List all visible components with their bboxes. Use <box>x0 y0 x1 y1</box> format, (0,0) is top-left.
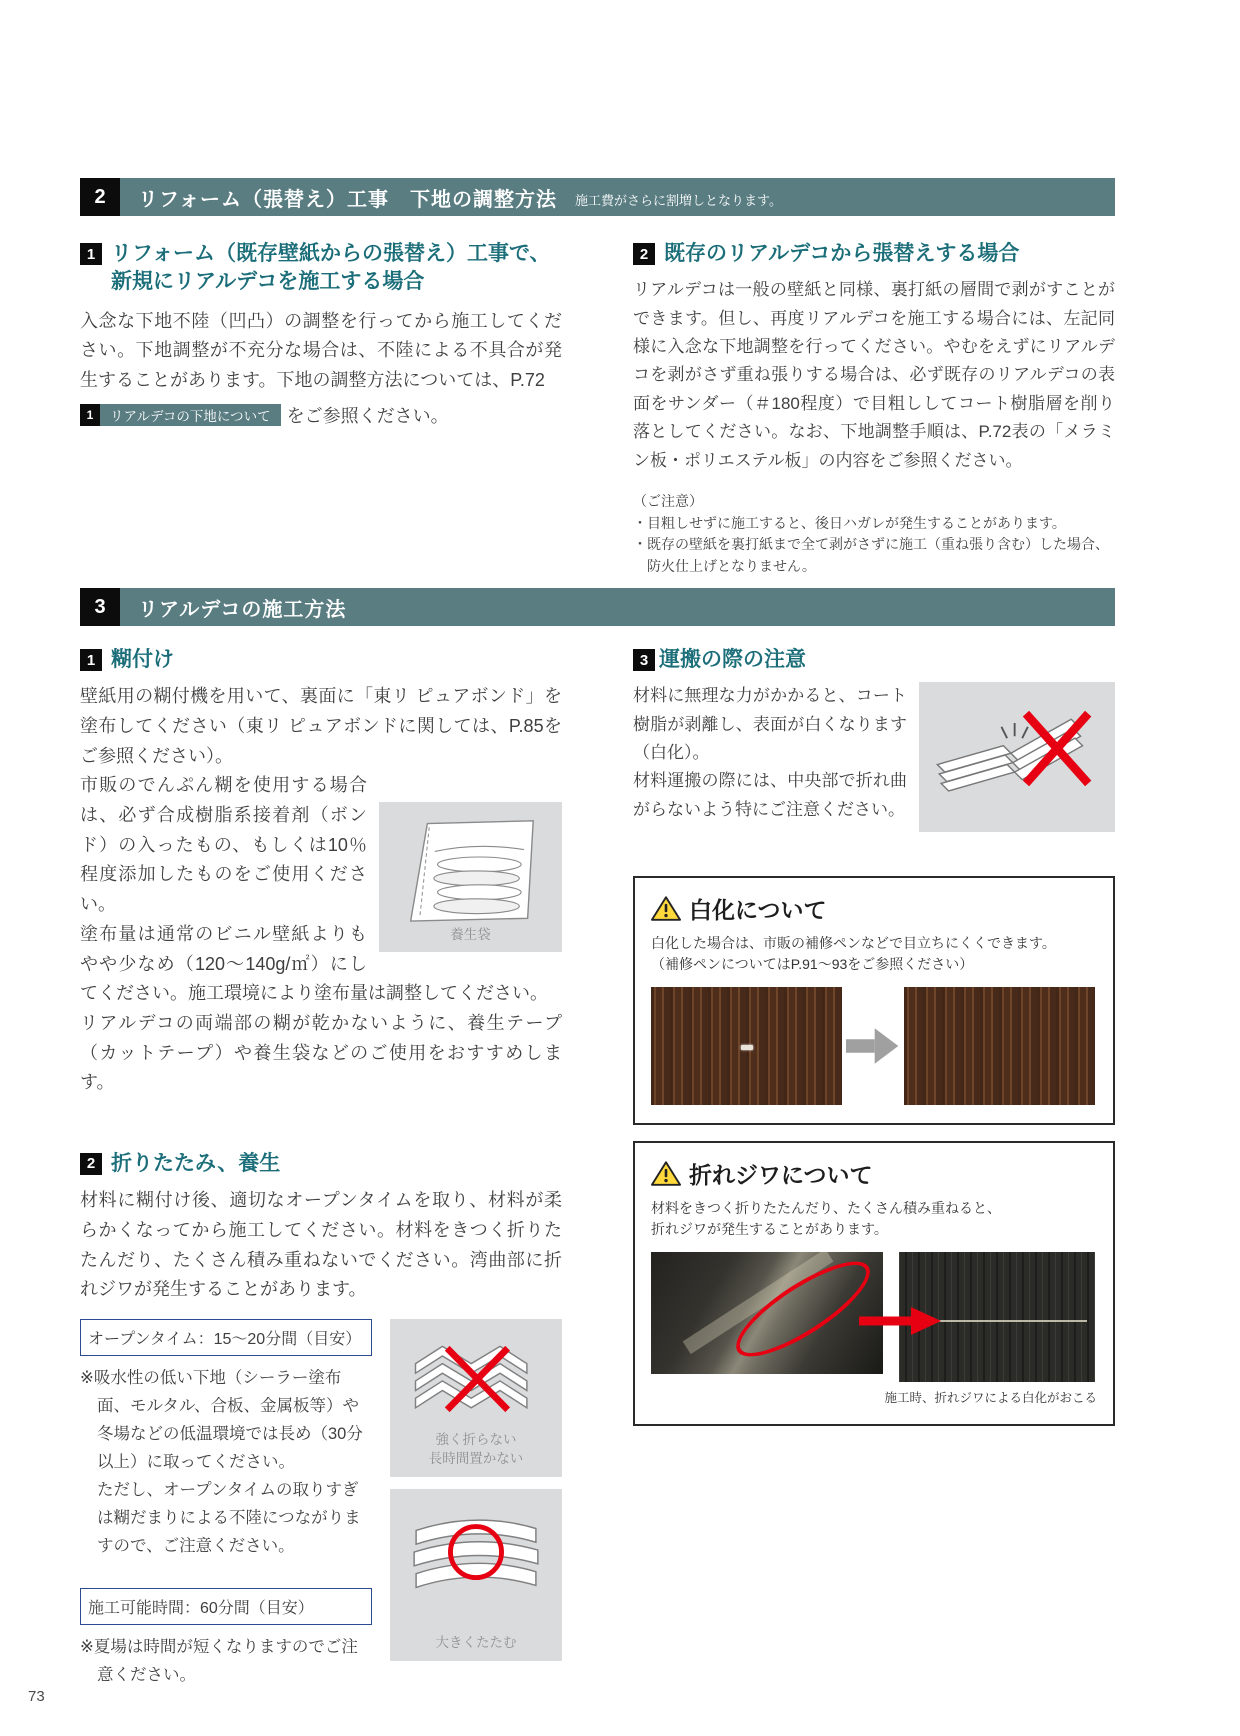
reform-new-title-line1: リフォーム（既存壁紙からの張替え）工事で、 <box>111 242 551 265</box>
heading-number-badge: 1 <box>80 649 102 671</box>
heading-number-badge: 3 <box>633 649 655 671</box>
reform-existing-section <box>633 240 1115 578</box>
protection-bag-illustration <box>379 802 562 952</box>
whitening-before-after-row <box>651 987 1097 1105</box>
tight-fold-caption <box>429 1427 524 1477</box>
whitening-box-heading <box>651 892 1097 925</box>
caution-heading: （ご注意） <box>633 492 703 509</box>
section-bar-title: リフォーム（張替え）工事 下地の調整方法 <box>138 188 557 211</box>
folding-illustrations <box>390 1319 562 1689</box>
glue-title: 糊付け <box>111 648 174 671</box>
section-bar-title: リアルデコの施工方法 <box>138 598 347 621</box>
folding-body: 材料に糊付け後、適切なオープンタイムを取り、材料が柔らかくなってから施工してください。材料をきつく折りたたんだり、たくさん積み重ねないでください。湾曲部に折れジワが発生することがあります。 <box>80 1190 562 1300</box>
warning-icon <box>651 1160 681 1187</box>
crease-desc-line2: 折れジワが発生することがあります。 <box>651 1221 888 1238</box>
reference-tag-label: リアルデコの下地について <box>100 404 281 426</box>
warning-icon <box>651 895 681 922</box>
reform-new-title <box>111 240 551 297</box>
whitening-warning-box <box>633 876 1115 1125</box>
arrow-right-icon <box>857 1304 943 1343</box>
fold-loosely-illustration <box>390 1489 562 1661</box>
crease-desc-line1: 材料をきつく折りたたんだり、たくさん積み重ねると、 <box>651 1200 1001 1217</box>
section-number-badge: 3 <box>80 588 120 626</box>
reform-existing-body: リアルデコは一般の壁紙と同様、裏打紙の層間で剥がすことができます。但し、再度リアルデコを施工する場合には、左記同様に入念な下地調整を行ってください。やむをえずにリアルデコを剥がさず重ね張りする場合は、必ず既存のリアルデコの表面をサンダー（＃180程度）で目粗ししてコート樹脂層を削り落としてください。なお、下地調整手順は、P.72表の「メラミン板・ポリエステル板」の内容をご参照ください。 <box>633 280 1115 470</box>
wood-before-image <box>651 987 842 1105</box>
reform-new-body: 入念な下地不陸（凹凸）の調整を行ってから施工してください。下地調整が不充分な場合は、不陸による不具合が発生することがあります。下地の調整方法については、P.72 <box>80 310 562 391</box>
protection-bag-caption: 養生袋 <box>450 926 491 942</box>
folding-detail-row <box>80 1319 562 1689</box>
transport-title: 運搬の際の注意 <box>659 648 806 671</box>
transport-paragraph-1: 材料に無理な力がかかると、コート樹脂が剥離し、表面が白くなります（白化）。 <box>633 686 907 763</box>
reference-number-badge: 1 <box>80 404 100 426</box>
glue-folding-column <box>80 646 562 1689</box>
folding-heading <box>80 1150 562 1178</box>
loose-fold-circle-icon <box>402 1501 550 1609</box>
reform-existing-heading <box>633 240 1115 268</box>
reform-new-title-line2: 新規にリアルデコを施工する場合 <box>111 270 425 294</box>
section-number-badge: 2 <box>80 178 120 216</box>
whitening-box-description <box>651 933 1097 975</box>
heading-number-badge: 2 <box>633 243 655 265</box>
reference-tag-suffix: をご参照ください。 <box>286 405 449 426</box>
reference-tag-row <box>80 402 562 428</box>
glue-paragraph-3: 塗布量は通常のビニル壁紙よりもやや少なめ（120〜140g/㎡）にしてください。施工環境により塗布量は調整してください。 <box>80 923 548 1004</box>
crease-photo <box>651 1252 883 1374</box>
crease-photo-caption: 施工時、折れジワによる白化がおこる <box>884 1391 1097 1406</box>
transport-paragraph-2: 材料運搬の際には、中央部で折れ曲がらないよう特にご注意ください。 <box>633 771 907 819</box>
folded-sheet-in-bag-drawing <box>396 818 546 922</box>
reform-new-section <box>80 240 562 428</box>
glue-paragraph-4: リアルデコの両端部の糊が乾かないように、養生テープ（カットテープ）や養生袋などのご使用をおすすめします。 <box>80 1012 562 1093</box>
transport-column <box>633 646 1115 1426</box>
bent-sheet-cross-icon <box>926 691 1108 823</box>
open-time-note-1: ※吸水性の低い下地（シーラー塗布面、モルタル、合板、金属板等）や冬場などの低温環境では長め（30分以上）に取ってください。 <box>80 1369 363 1472</box>
wood-after-image <box>904 987 1095 1105</box>
crease-box-heading <box>651 1157 1097 1190</box>
reform-new-heading <box>80 240 562 297</box>
whitening-box-title: 白化について <box>689 897 827 924</box>
loose-fold-caption: 大きくたたむ <box>435 1635 517 1651</box>
glue-paragraph-1: 壁紙用の糊付機を用いて、裏面に「東リ ピュアボンド」を塗布してください（東リ ピュアボンドに関しては、P.85をご参照ください）。 <box>80 686 562 766</box>
work-time-box: 施工可能時間：60分間（目安） <box>80 1588 372 1625</box>
heading-number-badge: 1 <box>80 243 102 265</box>
open-time-box: オープンタイム：15〜20分間（目安） <box>80 1319 372 1356</box>
arrow-right-icon <box>844 1024 902 1068</box>
transport-wrap-block <box>633 682 1115 824</box>
section-bar-reform <box>80 178 1115 216</box>
glue-wrap-block <box>80 771 562 1009</box>
whitening-desc-line2: （補修ペンについてはP.91〜93をご参照ください） <box>651 956 974 973</box>
glue-heading <box>80 646 562 674</box>
reform-existing-title: 既存のリアルデコから張替えする場合 <box>664 242 1020 265</box>
page-number: 73 <box>28 1688 45 1705</box>
crease-warning-box <box>633 1141 1115 1426</box>
open-time-note-2: ただし、オープンタイムの取りすぎは糊だまりによる不陸につながりますので、ご注意ください。 <box>97 1481 361 1556</box>
tight-fold-caption-line2: 長時間置かない <box>428 1451 524 1467</box>
transport-heading <box>633 646 1115 674</box>
caution-note-2: ・既存の壁紙を裏打紙まで全て剥がさずに施工（重ね張り含む）した場合、防火仕上げとなりません。 <box>633 536 1109 575</box>
crease-box-title: 折れジワについて <box>689 1162 873 1189</box>
caution-notes <box>633 491 1115 578</box>
glue-paragraph-2: 市販のでんぷん糊を使用する場合は、必ず合成樹脂系接着剤（ボンド）の入ったもの、もしくは10％程度添加したものをご使用ください。 <box>80 775 367 915</box>
folding-time-notes <box>80 1319 372 1689</box>
whitening-desc-line1: 白化した場合は、市販の補修ペンなどで目立ちにくくできます。 <box>651 935 1056 952</box>
tight-fold-cross-icon <box>402 1331 550 1427</box>
section-bar-installation <box>80 588 1115 626</box>
crease-photo-row <box>651 1252 1097 1382</box>
heading-number-badge: 2 <box>80 1153 102 1175</box>
caution-note-1: ・目粗しせずに施工すると、後日ハガレが発生することがあります。 <box>633 514 1066 531</box>
folding-title: 折りたたみ、養生 <box>111 1151 281 1175</box>
tight-fold-caption-line1: 強く折らない <box>435 1432 517 1448</box>
crease-box-description <box>651 1198 1097 1240</box>
section-bar-subtitle: 施工費がさらに割増しとなります。 <box>575 193 782 208</box>
work-time-note: ※夏場は時間が短くなりますのでご注意ください。 <box>80 1638 358 1685</box>
do-not-bend-illustration <box>919 682 1115 832</box>
do-not-fold-tightly-illustration <box>390 1319 562 1477</box>
